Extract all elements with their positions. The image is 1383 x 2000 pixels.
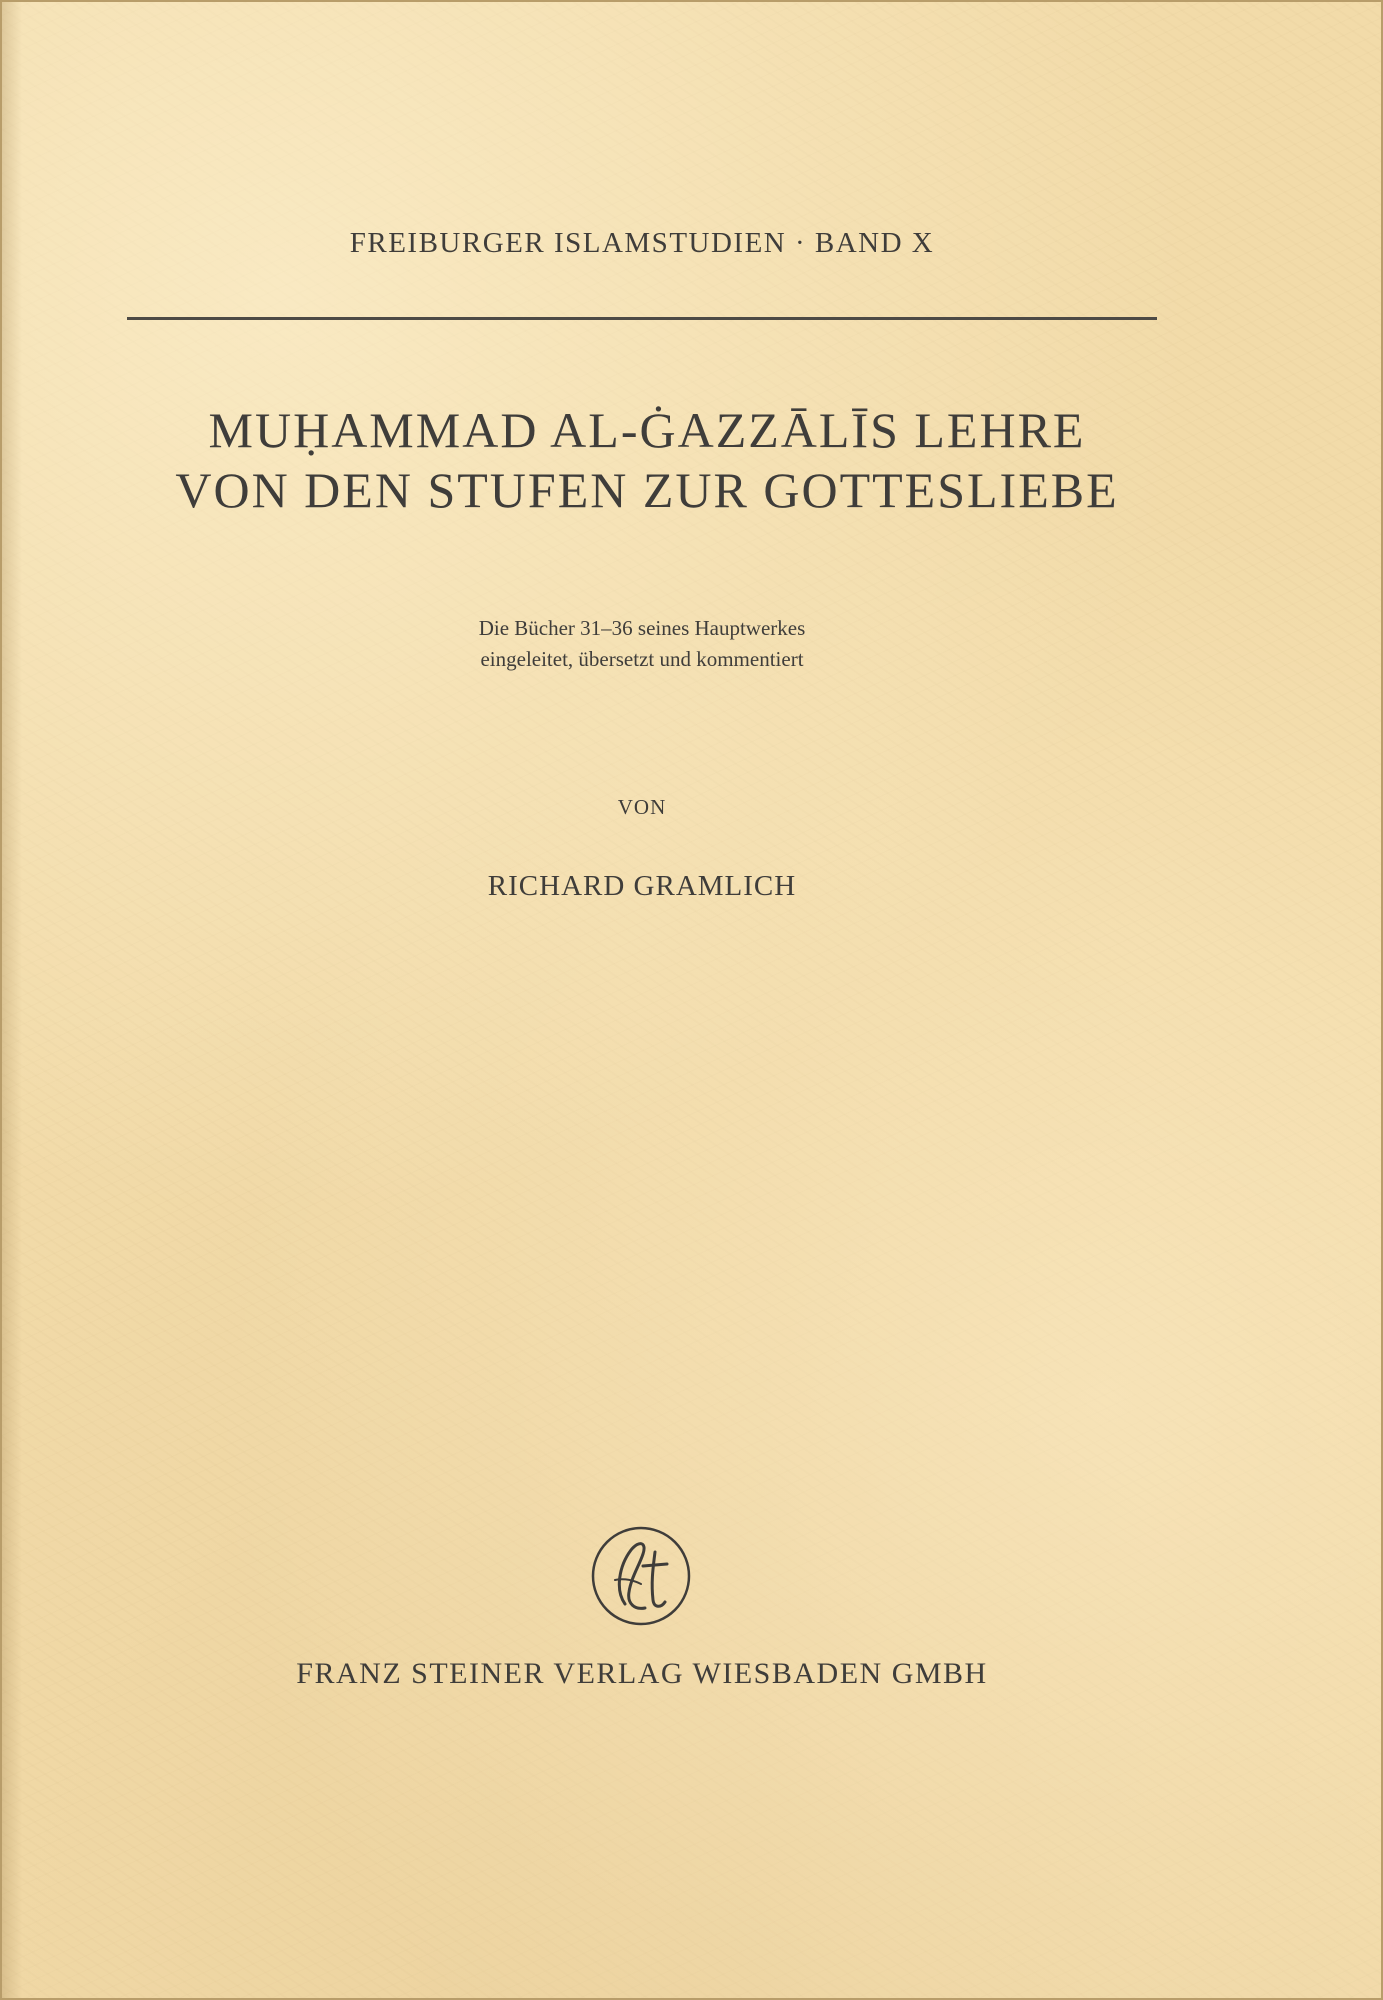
- title-line-1: MUḤAMMAD AL-ĠAZZĀLĪS LEHRE: [208, 402, 1086, 458]
- publisher-monogram-icon: [585, 1520, 697, 1632]
- by-label: VON: [617, 795, 667, 819]
- page-edge-shadow: [2, 2, 22, 1998]
- subtitle-line-1: Die Bücher 31–36 seines Hauptwerkes: [478, 616, 806, 640]
- book-subtitle: [127, 613, 1157, 675]
- title-line-2: VON DEN STUFEN ZUR GOTTESLIEBE: [175, 462, 1119, 518]
- author-name: RICHARD GRAMLICH: [487, 870, 797, 902]
- subtitle-line-2: eingeleitet, übersetzt und kommentiert: [480, 647, 804, 671]
- publisher-name: FRANZ STEINER VERLAG WIESBADEN GMBH: [296, 1657, 988, 1690]
- series-title: FREIBURGER ISLAMSTUDIEN · BAND X: [349, 227, 935, 259]
- horizontal-rule: [127, 317, 1157, 320]
- book-title: [102, 400, 1192, 520]
